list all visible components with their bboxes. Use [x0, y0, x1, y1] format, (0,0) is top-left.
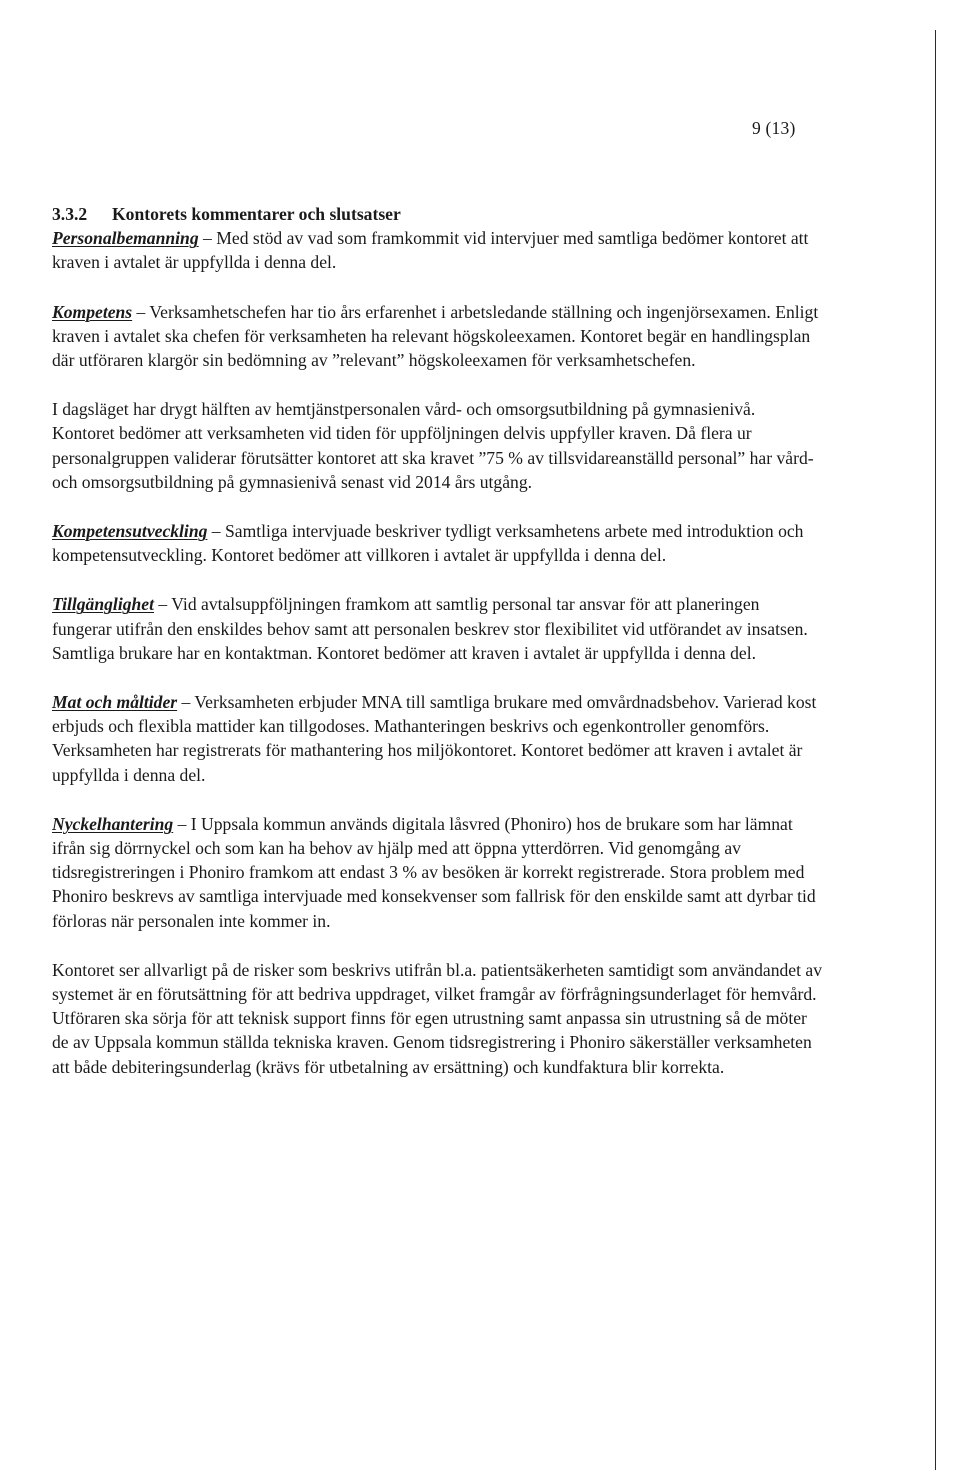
paragraph-kompetensutveckling	[52, 519, 822, 567]
paragraph-lead: Kompetensutveckling	[52, 521, 208, 542]
paragraph-nyckelhantering	[52, 812, 822, 933]
paragraph-tillganglighet	[52, 592, 822, 665]
page-edge-line	[935, 30, 936, 1470]
paragraph-lead: Mat och måltider	[52, 692, 178, 713]
document-body	[52, 202, 822, 1104]
section-heading	[52, 202, 822, 226]
paragraph-kompetens	[52, 300, 822, 373]
paragraph-text: – Med stöd av vad som framkommit vid intervjuer med samtliga bedömer kontoret att kraven i avtalet är uppfyllda i denna del.	[52, 228, 809, 273]
paragraph-lead: Personalbemanning	[52, 228, 199, 249]
paragraph-text: – Vid avtalsuppföljningen framkom att samtlig personal tar ansvar för att planeringen fungerar utifrån den enskildes behov samt att personalen beskrev stor flexibilitet vid utförandet av insatsen. Samtliga brukare har en kontaktman. Kontoret bedömer att kraven i avtalet är uppfyllda i denna del.	[52, 594, 808, 663]
paragraph-text: – I Uppsala kommun används digitala låsvred (Phoniro) hos de brukare som har lämnat ifrån sig dörrnyckel och som kan ha behov av hjälp med att öppna ytterdörren. Vid genomgång av tidsregistreringen i Phoniro framkom att endast 3 % av besöken är korrekt registrerade. Stora problem med Phoniro beskrevs av samtliga intervjuade med konsekvenser som fallrisk för den enskilde samt att dyrbar tid förloras när personalen inte kommer in.	[52, 813, 816, 931]
paragraph-lead: Kompetens	[52, 301, 133, 322]
paragraph-text: – Verksamhetschefen har tio års erfarenhet i arbetsledande ställning och ingenjörsexamen. Enligt kraven i avtalet ska chefen för verksamheten ha relevant högskoleexamen. Kontoret begär en handlingsplan där utföraren klargör sin bedömning av ”relevant” högskoleexamen för verksamhetschefen.	[52, 301, 819, 371]
paragraph-text: Kontoret ser allvarligt på de risker som beskrivs utifrån bl.a. patientsäkerheten samtidigt som användandet av systemet är en förutsättning för att bedriva uppdraget, vilket framgår av förfrågningsunderlaget för hemvård. Utföraren ska sörja för att teknisk support finns för egen utrustning samt anpassa sin utrustning så de möter de av Uppsala kommun ställda tekniska kraven. Genom tidsregistrering i Phoniro säkerställer verksamheten att både debiteringsunderlag (krävs för utbetalning av ersättning) och kundfaktura blir korrekta.	[52, 959, 822, 1077]
paragraph-mat-och-maltider	[52, 690, 822, 787]
paragraph-lead: Nyckelhantering	[52, 813, 174, 834]
paragraph-text: I dagsläget har drygt hälften av hemtjänstpersonalen vård- och omsorgsutbildning på gymnasienivå. Kontoret bedömer att verksamheten vid tiden för uppföljningen delvis uppfyller kraven. Då flera ur personalgruppen validerar förutsätter kontoret att ska kravet ”75 % av tillsvidareanställd personal” har vård- och omsorgsutbildning på gymnasienivå senast vid 2014 års utgång.	[52, 399, 814, 492]
paragraph-lead: Tillgänglighet	[52, 594, 154, 615]
section-title: Kontorets kommentarer och slutsatser	[112, 204, 401, 224]
paragraph-dagslaget	[52, 397, 822, 494]
paragraph-text: – Samtliga intervjuade beskriver tydligt verksamhetens arbete med introduktion och kompetensutveckling. Kontoret bedömer att villkoren i avtalet är uppfyllda i denna del.	[52, 521, 804, 566]
section-number: 3.3.2	[52, 204, 88, 224]
paragraph-risker	[52, 958, 822, 1079]
paragraph-personalbemanning	[52, 226, 822, 274]
page-number: 9 (13)	[752, 118, 796, 138]
paragraph-text: – Verksamheten erbjuder MNA till samtliga brukare med omvårdnadsbehov. Varierad kost erbjuds och flexibla mattider kan tillgodoses. Mathanteringen beskrivs och egenkontroller genomförs. Verksamheten har registrerats för mathantering hos miljökontoret. Kontoret bedömer att kraven i avtalet är uppfyllda i denna del.	[52, 692, 817, 785]
